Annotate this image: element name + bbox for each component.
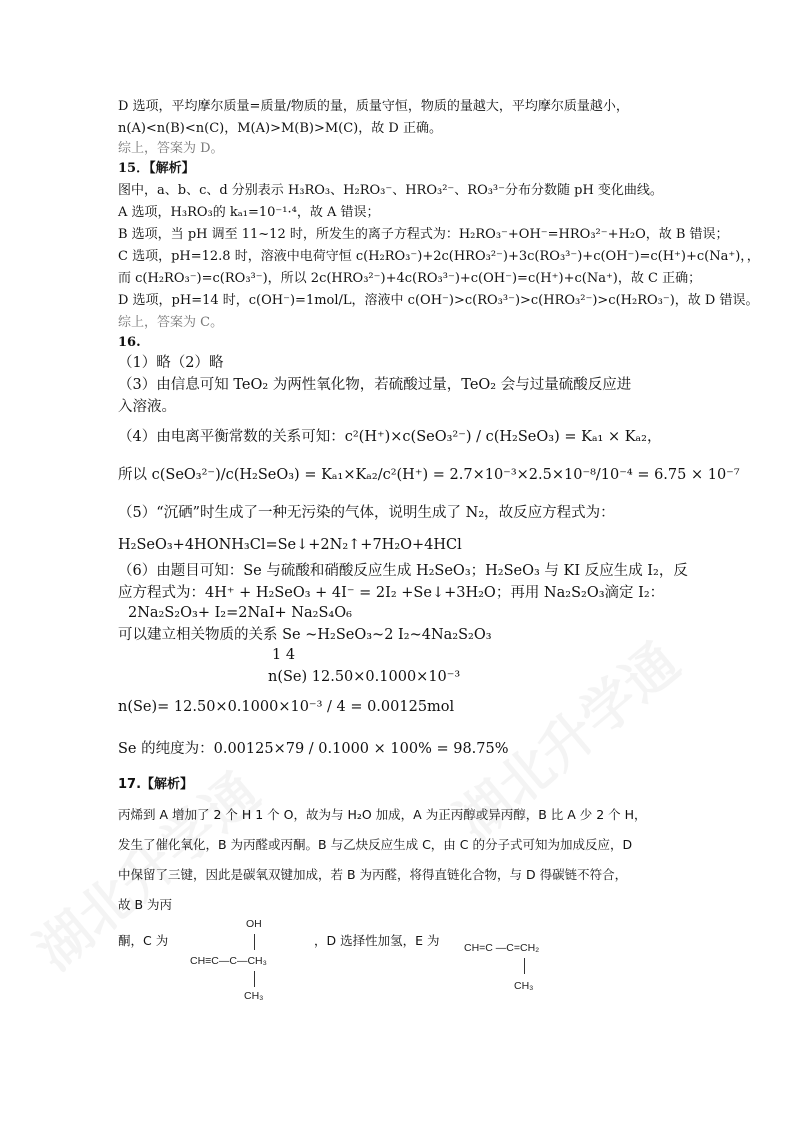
- structure-e-ch3: CH₃: [514, 980, 534, 992]
- structure-e-bond-down: [524, 958, 525, 974]
- line-16-4-calc: 所以 c(SeO₃²⁻)/c(H₂SeO₃) = Kₐ₁×Kₐ₂/c²(H⁺) = 2.7×10⁻³×2.5×10⁻⁸/10⁻⁴ = 6.75 × 10⁻⁷: [118, 467, 740, 483]
- line-15-c: C 选项，pH=12.8 时，溶液中电荷守恒 c(H₂RO₃⁻)+2c(HRO₃²⁻)+3c(RO₃³⁻)+c(OH⁻)=c(H⁺)+c(Na⁺)，，: [118, 249, 760, 264]
- line-16-5: （5）“沉硒”时生成了一种无污染的气体，说明生成了 N₂，故反应方程式为：: [118, 505, 615, 521]
- line-16-6-cont: 应方程式为：4H⁺ + H₂SeO₃ + 4I⁻ = 2I₂ +Se↓+3H₂O；再用 Na₂S₂O₃滴定 I₂：: [118, 585, 665, 601]
- line-16-4: （4）由电离平衡常数的关系可知：c²(H⁺)×c(SeO₃²⁻) / c(H₂SeO₃) = Kₐ₁ × Kₐ₂，: [118, 429, 662, 445]
- heading-17: 17.【解析】: [118, 777, 194, 792]
- line-16-1-2: （1）略（2）略: [118, 355, 224, 371]
- line-17-5: 酮，C 为: [118, 933, 169, 948]
- line-17-5-e: ，D 选择性加氢，E 为: [314, 933, 440, 948]
- line-15-c-2: 而 c(H₂RO₃⁻)=c(RO₃³⁻)，所以 2c(HRO₃²⁻)+4c(RO₃³⁻)+c(OH⁻)=c(H⁺)+c(Na⁺)，故 C 正确；: [118, 271, 702, 286]
- line-17-2: 发生了催化氧化，B 为丙醛或丙酮。B 与乙炔反应生成 C，由 C 的分子式可知为加成反应，D: [118, 837, 633, 852]
- line-16-6-purity: Se 的纯度为：0.00125×79 / 0.1000 × 100% = 98.75%: [118, 741, 509, 757]
- line-d-option-2: n(A)<n(B)<n(C)，M(A)>M(B)>M(C)，故 D 正确。: [118, 121, 442, 136]
- structure-c-bond-down: [254, 971, 255, 987]
- line-answer-c: 综上，答案为 C。: [118, 315, 224, 330]
- line-16-5-equation: H₂SeO₃+4HONH₃Cl=Se↓+2N₂↑+7H₂O+4HCl: [118, 537, 462, 553]
- line-16-3-cont: 入溶液。: [118, 399, 176, 415]
- heading-16: 16.: [118, 335, 141, 350]
- line-15-a: A 选项，H₃RO₃的 kₐ₁=10⁻¹·⁴，故 A 错误；: [118, 205, 380, 220]
- structure-c-chain: CH≡C—C—CH₃: [190, 955, 267, 967]
- structure-c-ch3: CH₃: [244, 990, 264, 1002]
- line-16-6-nse: n(Se)= 12.50×0.1000×10⁻³ / 4 = 0.00125mol: [118, 699, 455, 715]
- line-16-6-ratio: 1 4: [272, 647, 296, 663]
- line-16-3: （3）由信息可知 TeO₂ 为两性氧化物，若硫酸过量，TeO₂ 会与过量硫酸反应进: [118, 377, 632, 393]
- line-16-6-amounts: n(Se) 12.50×0.1000×10⁻³: [268, 669, 461, 685]
- line-answer-d: 综上，答案为 D。: [118, 141, 224, 156]
- line-15-intro: 图中，a、b、c、d 分别表示 H₃RO₃、H₂RO₃⁻、HRO₃²⁻、RO₃³⁻分布分数随 pH 变化曲线。: [118, 183, 663, 198]
- structure-e-chain: CH=C —C=CH₂: [464, 942, 540, 954]
- line-15-d: D 选项，pH=14 时，c(OH⁻)=1mol/L，溶液中 c(OH⁻)>c(RO₃³⁻)>c(HRO₃²⁻)>c(H₂RO₃⁻)，故 D 错误。: [118, 293, 759, 308]
- line-17-1: 丙烯到 A 增加了 2 个 H 1 个 O，故为与 H₂O 加成，A 为正丙醇或异丙醇，B 比 A 少 2 个 H，: [118, 807, 647, 822]
- line-16-6-titration: 2Na₂S₂O₃+ I₂=2NaI+ Na₂S₄O₆: [128, 605, 352, 621]
- structure-c-bond-up: [254, 934, 255, 950]
- line-15-b: B 选项，当 pH 调至 11~12 时，所发生的离子方程式为：H₂RO₃⁻+OH⁻=HRO₃²⁻+H₂O，故 B 错误；: [118, 227, 729, 242]
- line-17-4: 故 B 为丙: [118, 897, 173, 912]
- structure-c-oh: OH: [246, 918, 262, 930]
- heading-15: 15．【解析】: [118, 161, 195, 176]
- line-d-option: D 选项，平均摩尔质量=质量/物质的量，质量守恒，物质的量越大，平均摩尔质量越小，: [118, 99, 629, 114]
- line-17-3: 中保留了三键，因此是碳氧双键加成，若 B 为丙醛，将得直链化合物，与 D 得碳链不符合，: [118, 867, 628, 882]
- line-16-6-relation: 可以建立相关物质的关系 Se ~H₂SeO₃~2 I₂~4Na₂S₂O₃: [118, 627, 492, 643]
- line-16-6: （6）由题目可知：Se 与硫酸和硝酸反应生成 H₂SeO₃；H₂SeO₃ 与 KI 反应生成 I₂，反: [118, 563, 688, 579]
